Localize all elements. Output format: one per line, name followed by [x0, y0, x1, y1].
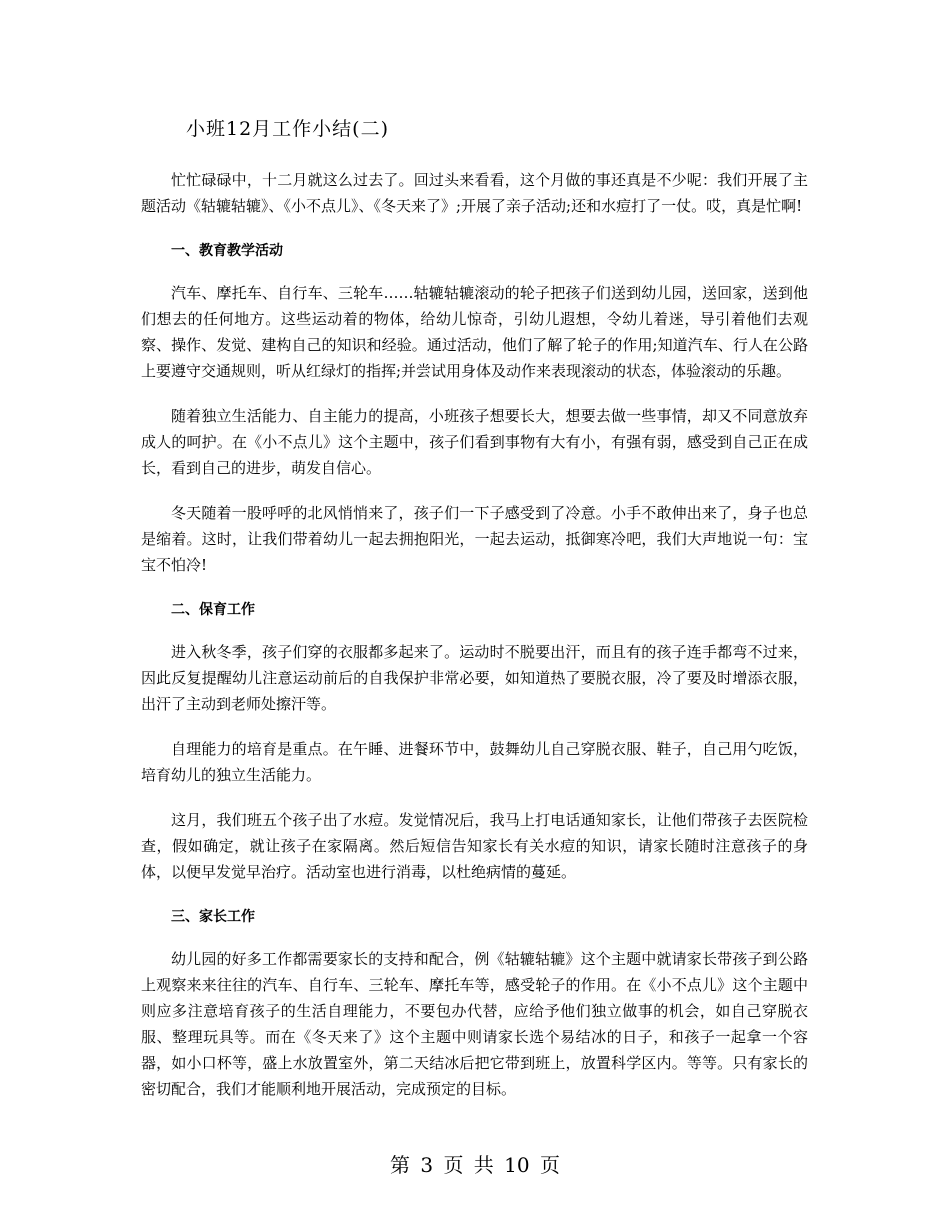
section-heading-parents: 三、家长工作	[171, 909, 255, 925]
section-heading-care: 二、保育工作	[171, 602, 255, 618]
paragraph: 进入秋冬季，孩子们穿的衣服都多起来了。运动时不脱要出汗，而且有的孩子连手都弯不过来，因此反复提醒幼儿注意运动前后的自我保护非常必要，如知道热了要脱衣服，冷了要及时增添衣服，出汗了主动到老师处擦汗等。	[141, 643, 808, 713]
document-body	[141, 167, 808, 1121]
page-number-footer: 第 3 页 共 10 页	[390, 1153, 560, 1177]
paragraph: 冬天随着一股呼呼的北风悄悄来了，孩子们一下子感受到了冷意。小手不敢伸出来了，身子也总是缩着。这时，让我们带着幼儿一起去拥抱阳光，一起去运动，抵御寒冷吧，我们大声地说一句：宝宝不怕冷!	[141, 504, 808, 574]
document-title: 小班12月工作小结(二)	[186, 118, 390, 140]
section-heading-teaching: 一、教育教学活动	[171, 243, 283, 259]
paragraph: 汽车、摩托车、自行车、三轮车……轱辘轱辘滚动的轮子把孩子们送到幼儿园，送回家，送到他们想去的任何地方。这些运动着的物体，给幼儿惊奇，引幼儿遐想，令幼儿着迷，导引着他们去观察、操作、发觉、建构自己的知识和经验。通过活动，他们了解了轮子的作用;知道汽车、行人在公路上要遵守交通规则，听从红绿灯的指挥;并尝试用身体及动作来表现滚动的状态，体验滚动的乐趣。	[141, 284, 808, 380]
paragraph: 自理能力的培育是重点。在午睡、进餐环节中，鼓舞幼儿自己穿脱衣服、鞋子，自己用勺吃饭，培育幼儿的独立生活能力。	[141, 740, 808, 784]
paragraph: 这月，我们班五个孩子出了水痘。发觉情况后，我马上打电话通知家长，让他们带孩子去医院检查，假如确定，就让孩子在家隔离。然后短信告知家长有关水痘的知识，请家长随时注意孩子的身体，以便早发觉早治疗。活动室也进行消毒，以杜绝病情的蔓延。	[141, 811, 808, 881]
paragraph: 随着独立生活能力、自主能力的提高，小班孩子想要长大，想要去做一些事情，却又不同意放弃成人的呵护。在《小不点儿》这个主题中，孩子们看到事物有大有小，有强有弱，感受到自己正在成长，看到自己的进步，萌发自信心。	[141, 407, 808, 477]
intro-paragraph: 忙忙碌碌中，十二月就这么过去了。回过头来看看，这个月做的事还真是不少呢：我们开展了主题活动《轱辘轱辘》、《小不点儿》、《冬天来了》;开展了亲子活动;还和水痘打了一仗。哎，真是忙啊!	[141, 171, 808, 215]
paragraph: 幼儿园的好多工作都需要家长的支持和配合，例《轱辘轱辘》这个主题中就请家长带孩子到公路上观察来来往往的汽车、自行车、三轮车、摩托车等，感受轮子的作用。在《小不点儿》这个主题中则应多注意培育孩子的生活自理能力，不要包办代替，应给予他们独立做事的机会，如自己穿脱衣服、整理玩具等。而在《冬天来了》这个主题中则请家长选个易结冰的日子，和孩子一起拿一个容器，如小口杯等，盛上水放置室外，第二天结冰后把它带到班上，放置科学区内。等等。只有家长的密切配合，我们才能顺利地开展活动，完成预定的目标。	[141, 950, 808, 1098]
